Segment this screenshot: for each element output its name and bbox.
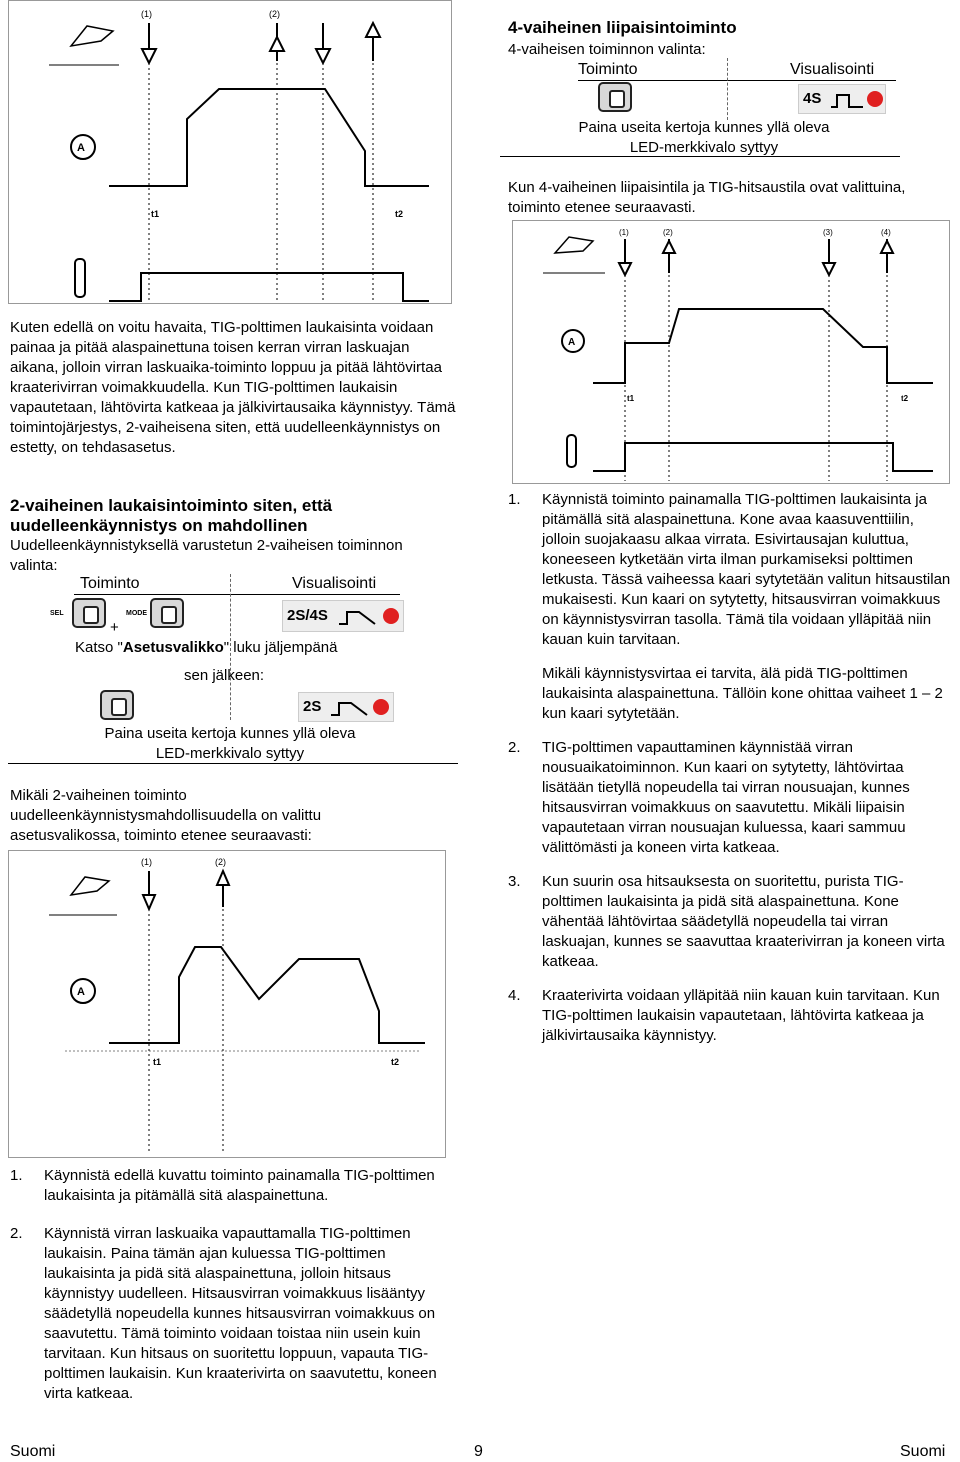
t2-label: t2 <box>395 209 404 219</box>
display-2s: 2S <box>298 692 394 722</box>
sel-label: SEL <box>50 610 64 617</box>
marker-1: (1) <box>141 857 152 867</box>
page-number: 9 <box>474 1443 483 1460</box>
footer-language-right: Suomi <box>900 1443 946 1460</box>
marker-2: (2) <box>663 228 673 237</box>
timing-diagram-top <box>9 1 451 303</box>
current-label: A <box>77 142 85 154</box>
step-2: 2. TIG-polttimen vapauttaminen käynnistää virran nousuaikatoiminnon. Kun kaari on sytytetty, lähtövirtaa lisätään tietyllä nopeudella tai virran nousuajan, kunnes hitsausvirran voimakkuus on saavutettu. Mikäli liipaisin vapautetaan virran nousuajan kuluessa, kaari sammuu välittömästi ja koneen virta katkeaa. <box>508 739 910 856</box>
col-display: Visualisointi <box>790 61 875 78</box>
press-note-2t-2: LED-merkkivalo syttyy <box>155 745 305 762</box>
t1-label: t1 <box>627 394 635 403</box>
trigger-icon <box>329 695 369 719</box>
step-1: 1. Käynnistä toiminto painamalla TIG-polttimen laukaisinta ja pitämällä sitä alaspainettuna. Kone avaa kaasuventtiilin, jolloin suojakaasu alkaa virrata. Esivirtausajan kuluttua, koneeseen kytketään virta ilman purkamiseksi polttimen letkusta. Tässä vaiheessa kaari sytytetään valitun hitsaustilan mukaisesti. Kun kaari on sytytetty, hitsausvirran voimakkuus on käynnistysvirran tasolla. Tämä tila voidaan ylläpitää niin kauan kuin tarvitaan. Mikäli käynnistysvirtaa ei tarvita, älä pidä TIG-polttimen laukaisinta alaspainettuna. Tällöin kone ohittaa vaiheet 1 – 2 kun kaari sytytetään. <box>508 491 951 722</box>
diagram-2t-top <box>8 0 452 304</box>
press-note-4t-2: LED-merkkivalo syttyy <box>629 139 779 156</box>
mode-label: MODE <box>126 610 147 617</box>
trigger-icon <box>829 87 865 111</box>
mode-button[interactable] <box>598 82 632 112</box>
col-display: Visualisointi <box>292 575 377 592</box>
plus-sign: + <box>110 619 119 636</box>
display-4s: 4S <box>798 84 886 114</box>
t1-label: t1 <box>151 209 160 219</box>
marker-1: (1) <box>619 228 629 237</box>
section-subtitle-4t: 4-vaiheisen toiminnon valinta: <box>508 41 706 58</box>
current-label: A <box>77 986 85 998</box>
diagram-4t <box>512 220 950 484</box>
section-subtitle-2t-restart: Uudelleenkäynnistyksellä varustetun 2-vaiheisen toiminnon valinta: <box>10 537 403 574</box>
t1-label: t1 <box>153 1057 162 1067</box>
after-label: sen jälkeen: <box>184 667 265 684</box>
timing-diagram-restart <box>9 851 445 1157</box>
led-4s <box>867 91 883 107</box>
trigger-icon <box>337 604 377 628</box>
marker-3: (3) <box>823 228 833 237</box>
left-paragraph: Kuten edellä on voitu havaita, TIG-polttimen laukaisinta voidaan painaa ja pitää alaspainettuna toisen kerran virran laskuajan aikana, jolloin virran laskuaika-toiminto loppuu ja pitää lähtövirtaa kraaterivirran voimakkuudella. Kun TIG-polttimen laukaisin vapautetaan, lähtövirta katkeaa ja jälkivirtausaika käynnistyy. Tämä toimintojärjestys, 2-vaiheisena siten, että uudelleenkäynnistys on estetty, on tehdasasetus. <box>10 319 456 456</box>
marker-2: (2) <box>269 9 280 19</box>
sel-button[interactable] <box>72 598 106 628</box>
step-4: 4. Kraaterivirta voidaan ylläpitää niin kauan kuin tarvitaan. Kun TIG-polttimen laukaisin vapautetaan, lähtövirta katkeaa ja jälkivirtausaika käynnistyy. <box>508 987 940 1044</box>
display-2s4s: 2S/4S <box>282 600 404 632</box>
press-note-2t-1: Paina useita kertoja kunnes yllä oleva <box>104 725 356 742</box>
mode-button[interactable] <box>150 598 184 628</box>
see-settings-menu: Katso "Asetusvalikko" luku jäljempänä <box>75 639 338 656</box>
marker-2: (2) <box>215 857 226 867</box>
restart-step-1: 1. Käynnistä edellä kuvattu toiminto painamalla TIG-polttimen laukaisinta ja pitämällä sitä alaspainettuna. <box>10 1167 435 1204</box>
marker-4: (4) <box>881 228 891 237</box>
marker-1: (1) <box>141 9 152 19</box>
t2-label: t2 <box>901 394 909 403</box>
t2-label: t2 <box>391 1057 400 1067</box>
intro-4t: Kun 4-vaiheinen liipaisintila ja TIG-hitsaustila ovat valittuina, toiminto etenee seuraavasti. <box>508 179 906 216</box>
col-function: Toiminto <box>578 61 638 78</box>
step-3: 3. Kun suurin osa hitsauksesta on suoritettu, purista TIG-polttimen laukaisinta ja pidä sitä alaspainettuna. Kone vähentää lähtövirtaa säädetyllä nopeudella tai virran laskuajan, kunnes se saavuttaa kraaterivirran ja koneen virta katkeaa. <box>508 873 945 970</box>
section-title-4t: 4-vaiheinen liipaisintoiminto <box>508 18 737 37</box>
col-function: Toiminto <box>80 575 140 592</box>
diagram-2t-restart <box>8 850 446 1158</box>
mode-button-2[interactable] <box>100 690 134 720</box>
press-note-4t-1: Paina useita kertoja kunnes yllä oleva <box>578 119 830 136</box>
steps-4t <box>508 490 952 1046</box>
led-2s <box>373 699 389 715</box>
steps-2t-restart <box>10 1166 456 1404</box>
restart-step-2: 2. Käynnistä virran laskuaika vapauttamalla TIG-polttimen laukaisin. Paina tämän ajan kuluessa TIG-polttimen laukaisinta ja pidä sitä alaspainettuna, jolloin hitsaus käynnistyy uudelleen. Hitsausvirran voimakkuus lisääntyy säädetyllä nopeudella kunnes hitsausvirran voimakkuus on saavutettu. Tämä toiminto voidaan toistaa niin usein kuin tarvitaan. Kun hitsaus on suoritettu loppuun, vapauta TIG-polttimen laukaisin. Kun kraaterivirta on saavutettu, koneen virta katkeaa. <box>10 1225 437 1402</box>
section-title-2t-restart: 2-vaiheinen laukaisintoiminto siten, että uudelleenkäynnistys on mahdollinen <box>10 496 333 535</box>
outro-2t: Mikäli 2-vaiheinen toiminto uudelleenkäynnistysmahdollisuudella on valittu asetusvalikossa, toiminto etenee seuraavasti: <box>10 787 322 844</box>
timing-diagram-4t <box>513 221 949 483</box>
current-label: A <box>568 337 576 348</box>
footer-language-left: Suomi <box>10 1443 56 1460</box>
led-2s4s <box>383 608 399 624</box>
